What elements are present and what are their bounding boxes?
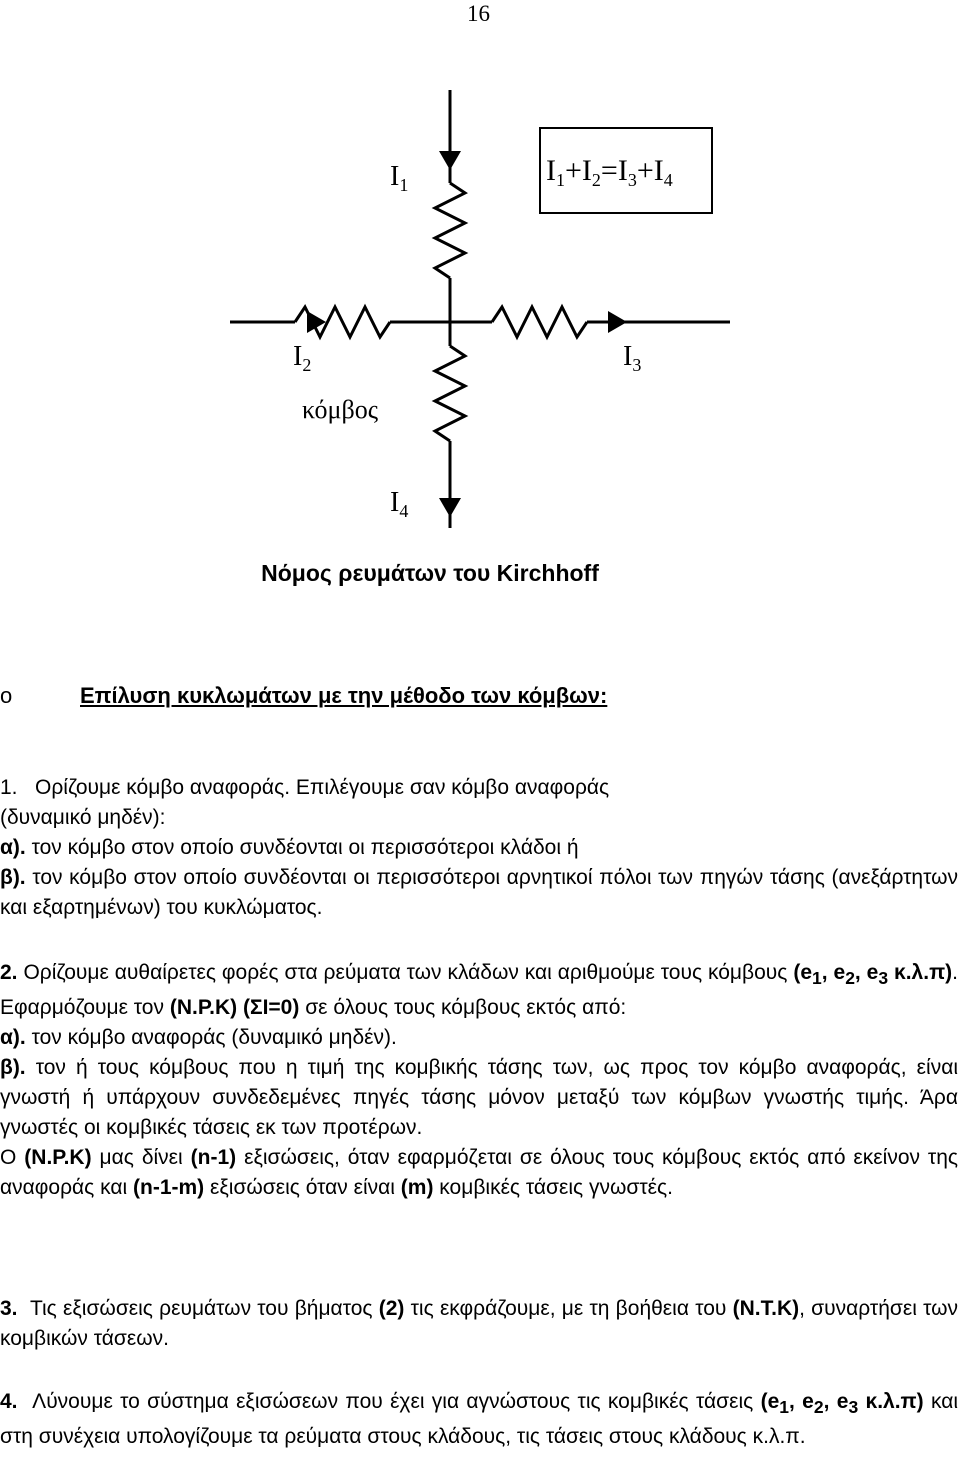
step-2-item-b: β). τον ή τους κόμβους που η τιμή της κομβικής τάσης των, ως προς τον κόμβο αναφοράς, είναι γνωστή ή υπάρχουν συνδεδεμένες πηγές τάσης μόνον μεταξύ των κόμβων γνωστής τιμής. Άρα γνωστές οι κομβικές τάσεις εκ των προτέρων. [0, 1056, 958, 1140]
step-1-line-1: 1. Ορίζουμε κόμβο αναφοράς. Επιλέγουμε σαν κόμβο αναφοράς [0, 776, 610, 799]
label-i3: $I_3$ [623, 341, 642, 375]
step-number: 3. [0, 1297, 18, 1320]
kirchhoff-current-law-figure [230, 88, 730, 528]
step-1 [0, 773, 958, 923]
right-resistor [492, 307, 587, 337]
node-label: κόμβος [302, 395, 378, 424]
step-number: 4. [0, 1390, 18, 1413]
step-number: 2. [0, 961, 18, 984]
heading-text: Επίλυση κυκλωμάτων με την μέθοδο των κόμβων: [80, 683, 608, 708]
bottom-resistor [435, 346, 465, 441]
page-number: 16 [467, 1, 490, 26]
step-3-text: 3. Τις εξισώσεις ρευμάτων του βήματος (2) τις εκφράζουμε, με τη βοήθεια του (Ν.Τ.Κ), συναρτήσει των κομβικών τάσεων. [0, 1297, 958, 1350]
bullet-icon: o [0, 683, 13, 708]
top-resistor [435, 183, 465, 278]
step-1-item-a: α). τον κόμβο στον οποίο συνδέονται οι περισσότεροι κλάδοι ή [0, 836, 579, 859]
formula: $I_1+I_2=I_3+I_4$ [546, 154, 673, 190]
arrow-i4-icon [439, 498, 461, 517]
label-i2: $I_2$ [293, 341, 312, 375]
step-2-main: 2. Ορίζουμε αυθαίρετες φορές στα ρεύματα των κλάδων και αριθμούμε τους κόμβους ($e_1$, $e_2$, $e_3$ κ.λ.π). Εφαρμόζουμε τον (Ν.Ρ.Κ) (ΣI=0) σε όλους τους κόμβους εκτός από: [0, 961, 958, 1020]
step-2-conclusion: Ο (Ν.Ρ.Κ) μας δίνει (n-1) εξισώσεις, όταν εφαρμόζεται σε όλους τους κόμβους εκτός από εκείνον της αναφοράς και (n-1-m) εξισώσεις όταν είναι (m) κομβικές τάσεις γνωστές. [0, 1146, 959, 1200]
step-4-text: 4. Λύνουμε το σύστημα εξισώσεων που έχει για αγνώστους τις κομβικές τάσεις ($e_1$, $e_2$, $e_3$ κ.λ.π) και στη συνέχεια υπολογίζουμε τα ρεύματα στους κλάδους, τις τάσεις στους κλάδους κ.λ.π. [0, 1390, 959, 1449]
section-heading [0, 681, 958, 711]
label-i1: $I_1$ [390, 161, 409, 195]
step-2-item-a: α). τον κόμβο αναφοράς (δυναμικό μηδέν). [0, 1026, 397, 1050]
arrow-i1-icon [439, 151, 461, 170]
label-i4: $I_4$ [390, 487, 409, 521]
step-number: 1. [0, 776, 18, 799]
arrow-i3-icon [608, 311, 627, 333]
step-3 [0, 1294, 958, 1354]
step-2 [0, 958, 958, 1203]
step-1-line-2: (δυναμικό μηδέν): [0, 806, 166, 829]
step-1-item-b: β). τον κόμβο στον οποίο συνδέονται οι περισσότεροι αρνητικοί πόλοι των πηγών τάσης (ανεξάρτητων και εξαρτημένων) του κυκλώματος. [0, 866, 958, 919]
step-4 [0, 1387, 958, 1452]
figure-caption: Νόμος ρευμάτων του Kirchhoff [261, 560, 599, 586]
